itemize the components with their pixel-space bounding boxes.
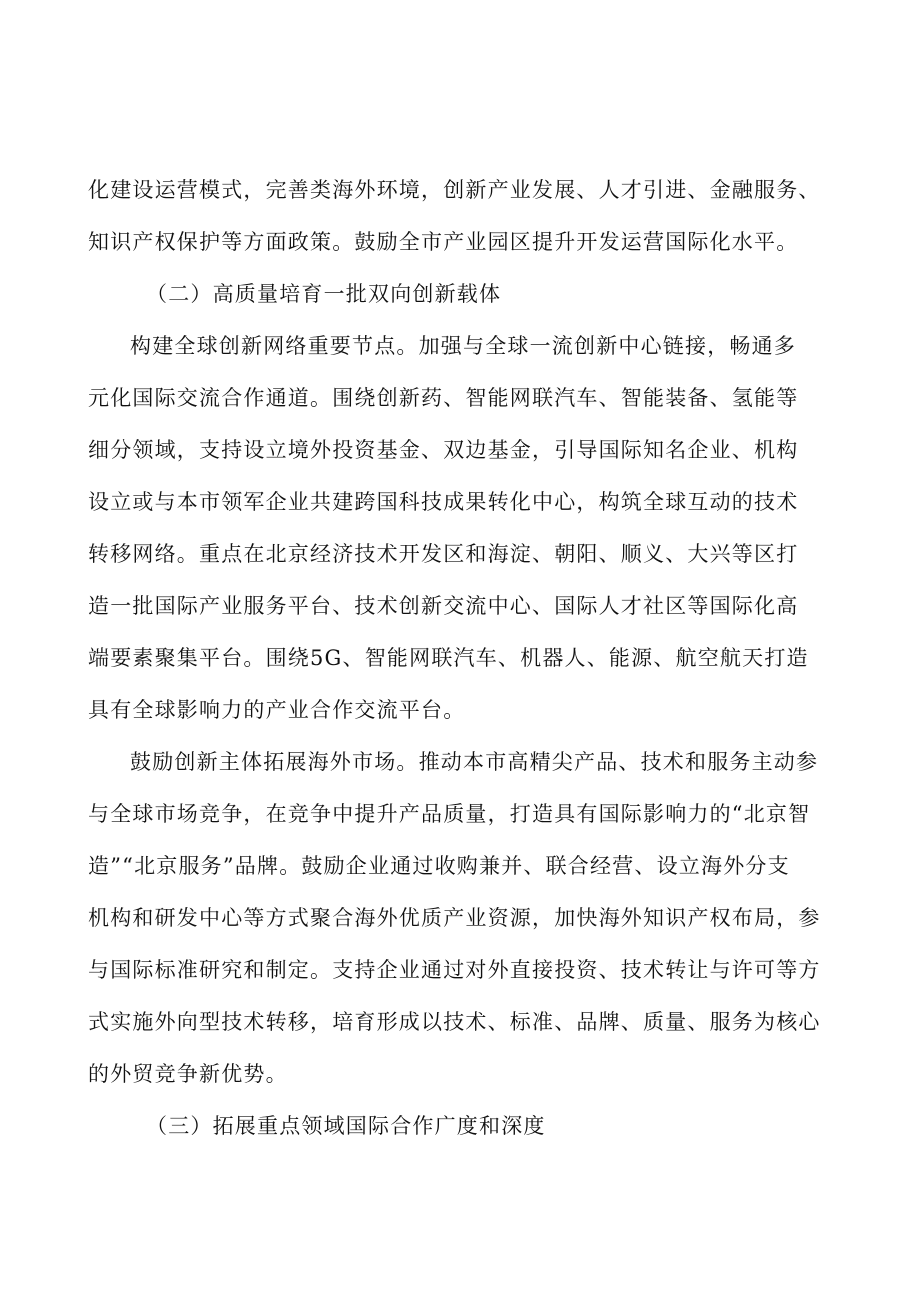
paragraph-line: 知识产权保护等方面政策。鼓励全市产业园区提升开发运营国际化水平。 <box>88 230 799 254</box>
paragraph-line: 化建设运营模式，完善类海外环境，创新产业发展、人才引进、金融服务、 <box>88 178 821 202</box>
paragraph-line: 细分领域，支持设立境外投资基金、双边基金，引导国际知名企业、机构 <box>88 438 799 462</box>
paragraph-line: 元化国际交流合作通道。围绕创新药、智能网联汽车、智能装备、氢能等 <box>88 386 799 410</box>
section-heading-3: （三）拓展重点领域国际合作广度和深度 <box>146 1114 546 1138</box>
paragraph-line: 的外贸竞争新优势。 <box>88 1062 288 1086</box>
paragraph-line: 构建全球创新网络重要节点。加强与全球一流创新中心链接，畅通多 <box>130 334 796 358</box>
paragraph-line: 与国际标准研究和制定。支持企业通过对外直接投资、技术转让与许可等方 <box>88 958 821 982</box>
paragraph-line: 设立或与本市领军企业共建跨国科技成果转化中心，构筑全球互动的技术 <box>88 490 799 514</box>
paragraph-line: 造”“北京服务”品牌。鼓励企业通过收购兼并、联合经营、设立海外分支 <box>88 854 790 878</box>
paragraph-line: 鼓励创新主体拓展海外市场。推动本市高精尖产品、技术和服务主动参 <box>130 750 819 774</box>
paragraph-line: 转移网络。重点在北京经济技术开发区和海淀、朝阳、顺义、大兴等区打 <box>88 542 799 566</box>
paragraph-line: 式实施外向型技术转移，培育形成以技术、标准、品牌、质量、服务为核心 <box>88 1010 821 1034</box>
paragraph-line: 端要素聚集平台。围绕5G、智能网联汽车、机器人、能源、航空航天打造 <box>88 646 809 670</box>
paragraph-line: 机构和研发中心等方式聚合海外优质产业资源，加快海外知识产权布局，参 <box>88 906 821 930</box>
paragraph-line: 造一批国际产业服务平台、技术创新交流中心、国际人才社区等国际化高 <box>88 594 799 618</box>
paragraph-line: 具有全球影响力的产业合作交流平台。 <box>88 698 466 722</box>
paragraph-line: 与全球市场竞争，在竞争中提升产品质量，打造具有国际影响力的“北京智 <box>88 802 811 826</box>
section-heading-2: （二）高质量培育一批双向创新载体 <box>146 282 502 306</box>
